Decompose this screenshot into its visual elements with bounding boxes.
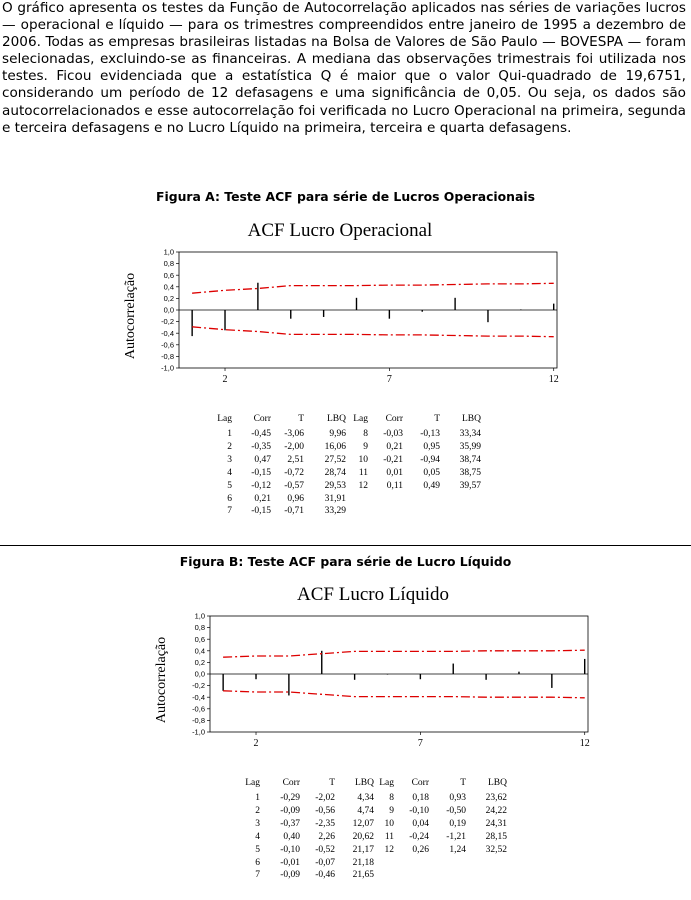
x-tick-label: 12 xyxy=(548,374,559,385)
x-tick-label: 2 xyxy=(222,374,228,385)
table-cell: 0,93 xyxy=(449,793,466,804)
table-cell: 6 xyxy=(255,857,260,868)
table-cell: 4 xyxy=(227,467,232,478)
y-tick-label: 1,0 xyxy=(163,247,174,257)
table-cell: -0,29 xyxy=(280,793,300,804)
table-cell: 7 xyxy=(255,870,260,881)
table-cell: 5 xyxy=(227,480,232,491)
upper-confidence-limit xyxy=(223,650,585,657)
table-cell: 0,49 xyxy=(423,480,440,491)
table-cell: 8 xyxy=(363,429,368,440)
table-cell: 6 xyxy=(227,493,232,504)
table-cell: 33,34 xyxy=(459,429,481,440)
table-cell: 3 xyxy=(255,819,260,830)
table-cell: -0,10 xyxy=(280,844,300,855)
table-header: T xyxy=(298,414,304,424)
x-tick-label: 7 xyxy=(417,738,423,749)
table-row xyxy=(212,441,346,454)
table-row xyxy=(370,843,507,856)
table-cell: 4 xyxy=(255,831,260,842)
table-cell: 39,57 xyxy=(459,480,481,491)
table-header: LBQ xyxy=(462,414,481,424)
table-row xyxy=(212,454,346,467)
table-cell: 0,05 xyxy=(423,467,440,478)
table-cell: 5 xyxy=(255,844,260,855)
table-cell: -2,35 xyxy=(315,819,335,830)
table-cell: 9,96 xyxy=(329,429,346,440)
y-tick-label: 0,6 xyxy=(194,634,205,644)
y-tick-label: -0,8 xyxy=(192,716,205,725)
table-cell: 12 xyxy=(384,844,394,855)
table-cell: -0,45 xyxy=(251,429,271,440)
table-cell: -0,52 xyxy=(315,844,335,855)
y-tick-label: -1,0 xyxy=(192,727,205,737)
table-header: Corr xyxy=(282,778,300,788)
y-tick-label: -0,4 xyxy=(161,328,174,338)
table-cell: -2,02 xyxy=(315,793,335,804)
table-cell: -0,12 xyxy=(251,480,271,491)
table-cell: 21,18 xyxy=(352,857,374,868)
lower-confidence-limit xyxy=(223,691,585,698)
table-cell: 20,62 xyxy=(352,831,374,842)
table-cell: 28,15 xyxy=(485,831,507,842)
table-cell: 4,34 xyxy=(357,793,374,804)
table-cell: 11 xyxy=(358,467,368,478)
table-cell: 1 xyxy=(255,793,260,804)
x-tick-label: 7 xyxy=(386,374,392,385)
y-tick-label: -0,2 xyxy=(161,317,174,327)
table-row xyxy=(240,792,374,805)
table-cell: -0,56 xyxy=(315,806,335,817)
table-cell: -0,09 xyxy=(280,870,300,881)
table-cell: 0,40 xyxy=(283,831,300,842)
table-cell: 1 xyxy=(227,429,232,440)
lbq-table-b-right-wrap xyxy=(370,778,507,856)
table-header: Lag xyxy=(245,778,260,788)
table-row xyxy=(212,467,346,480)
table-row xyxy=(370,805,507,818)
table-cell: -3,06 xyxy=(284,429,304,440)
y-tick-label: 0,8 xyxy=(194,623,205,633)
y-axis-label: Autocorrelação xyxy=(123,272,138,360)
table-cell: 21,17 xyxy=(352,844,374,855)
table-cell: -0,35 xyxy=(251,442,271,453)
table-cell: 10 xyxy=(384,819,394,830)
y-tick-label: 0,2 xyxy=(194,658,205,667)
table-row xyxy=(344,479,481,492)
table-cell: 38,75 xyxy=(459,467,481,478)
table-cell: 2 xyxy=(227,442,232,453)
lbq-table-b-right xyxy=(370,778,507,856)
y-tick-label: -0,6 xyxy=(161,340,174,350)
table-header: T xyxy=(434,414,440,424)
table-row xyxy=(212,492,346,505)
table-row xyxy=(240,805,374,818)
table-header: T xyxy=(460,778,466,788)
y-tick-label: 0,0 xyxy=(194,669,205,679)
table-cell: -0,57 xyxy=(284,480,304,491)
table-row xyxy=(212,479,346,492)
lbq-table-a-left xyxy=(212,414,346,518)
table-row xyxy=(344,467,481,480)
table-cell: -0,24 xyxy=(409,831,429,842)
table-header: Lag xyxy=(217,414,232,424)
table-row xyxy=(370,818,507,831)
table-row xyxy=(240,856,374,869)
table-cell: 21,65 xyxy=(352,870,374,881)
table-cell: 33,29 xyxy=(324,506,346,517)
table-cell: 2,26 xyxy=(318,831,335,842)
x-tick-label: 2 xyxy=(253,738,259,749)
table-cell: 7 xyxy=(227,506,232,517)
table-cell: 27,52 xyxy=(324,455,346,466)
table-cell: 28,74 xyxy=(324,467,346,478)
y-tick-label: 1,0 xyxy=(194,611,205,621)
chart-title: ACF Lucro Operacional xyxy=(247,220,433,241)
y-tick-label: 0,0 xyxy=(163,305,174,315)
table-cell: -0,72 xyxy=(284,467,304,478)
table-cell: -0,13 xyxy=(420,429,440,440)
table-cell: 0,21 xyxy=(386,442,403,453)
table-cell: 35,99 xyxy=(459,442,481,453)
table-row xyxy=(240,818,374,831)
table-cell: 12,07 xyxy=(352,819,374,830)
table-row xyxy=(344,428,481,441)
y-tick-label: -0,6 xyxy=(192,704,205,714)
table-cell: 0,01 xyxy=(386,467,403,478)
table-cell: 1,24 xyxy=(449,844,466,855)
table-header: LBQ xyxy=(488,778,507,788)
table-row xyxy=(212,505,346,518)
y-tick-label: 0,4 xyxy=(163,282,174,292)
figure-a-caption: Figura A: Teste ACF para série de Lucros Operacionais xyxy=(156,189,535,204)
table-cell: -0,07 xyxy=(315,857,335,868)
table-cell: 11 xyxy=(384,831,394,842)
y-tick-label: 0,2 xyxy=(163,294,174,303)
y-tick-label: -0,2 xyxy=(192,681,205,691)
table-row xyxy=(344,454,481,467)
table-row xyxy=(240,831,374,844)
table-cell: -0,71 xyxy=(284,506,304,517)
table-header: LBQ xyxy=(355,778,374,788)
table-cell: 12 xyxy=(358,480,368,491)
table-cell: 4,74 xyxy=(357,806,374,817)
table-cell: -0,15 xyxy=(251,506,271,517)
table-header: Corr xyxy=(385,414,403,424)
table-cell: -0,15 xyxy=(251,467,271,478)
table-cell: 3 xyxy=(227,455,232,466)
lbq-table-a-right xyxy=(344,414,481,492)
y-axis-label: Autocorrelação xyxy=(154,636,169,724)
table-header: Corr xyxy=(253,414,271,424)
table-cell: 24,31 xyxy=(485,819,507,830)
table-header: T xyxy=(329,778,335,788)
x-tick-label: 12 xyxy=(579,738,590,749)
y-tick-label: -0,4 xyxy=(192,692,205,702)
table-cell: 38,74 xyxy=(459,455,481,466)
table-cell: 8 xyxy=(389,793,394,804)
lbq-table-a-right-wrap xyxy=(344,414,481,492)
table-cell: 0,95 xyxy=(423,442,440,453)
table-header: LBQ xyxy=(327,414,346,424)
table-row xyxy=(370,831,507,844)
table-cell: 2 xyxy=(255,806,260,817)
y-tick-label: 0,8 xyxy=(163,259,174,269)
table-cell: 23,62 xyxy=(485,793,507,804)
y-tick-label: -1,0 xyxy=(161,363,174,373)
table-cell: 0,96 xyxy=(287,493,304,504)
table-cell: 9 xyxy=(363,442,368,453)
table-cell: -0,21 xyxy=(383,455,403,466)
intro-paragraph: O gráfico apresenta os testes da Função de Autocorrelação aplicados nas séries de variações lucros — operacional e líquido — para os trimestres compreendidos entre janeiro de 1995 a dezembro de 2006. Todas as empresas brasileiras listadas na Bolsa de Valores de São Paulo — BOVESPA — foram selecionadas, excluindo-se as financeiras. A mediana das observações trimestrais foi utilizada nos testes. Ficou evidenciada que a estatística Q é maior que o valor Qui-quadrado de 19,6751, considerando um período de 12 defasagens e uma significância de 0,05. Ou seja, os dados são autocorrelacionados e esse autocorrelação foi verificada no Lucro Operacional na primeira, segunda e terceira defasagens e no Lucro Líquido na primeira, terceira e quarta defasagens. xyxy=(2,0,686,136)
acf-chart-lucro-liquido xyxy=(141,576,601,761)
table-cell: 0,04 xyxy=(412,819,429,830)
table-cell: -2,00 xyxy=(284,442,304,453)
y-tick-label: 0,4 xyxy=(194,646,205,656)
table-cell: 0,11 xyxy=(386,480,403,491)
y-tick-label: -0,8 xyxy=(161,352,174,361)
lbq-table-b xyxy=(240,778,374,882)
table-cell: -0,46 xyxy=(315,870,335,881)
table-cell: 16,06 xyxy=(324,442,346,453)
table-cell: 10 xyxy=(358,455,368,466)
table-cell: -0,09 xyxy=(280,806,300,817)
lower-confidence-limit xyxy=(192,327,554,337)
table-cell: -0,01 xyxy=(280,857,300,868)
table-row xyxy=(212,428,346,441)
table-cell: 9 xyxy=(389,806,394,817)
table-cell: 31,91 xyxy=(324,493,346,504)
table-cell: -0,50 xyxy=(446,806,466,817)
lbq-table-a xyxy=(212,414,346,518)
table-cell: -0,94 xyxy=(420,455,440,466)
table-cell: 0,26 xyxy=(412,844,429,855)
table-row xyxy=(344,441,481,454)
table-cell: 24,22 xyxy=(485,806,507,817)
table-row xyxy=(370,792,507,805)
table-row xyxy=(240,843,374,856)
figure-b-caption: Figura B: Teste ACF para série de Lucro Líquido xyxy=(179,554,512,569)
table-cell: 32,52 xyxy=(485,844,507,855)
table-cell: -0,03 xyxy=(383,429,403,440)
upper-confidence-limit xyxy=(192,283,554,293)
table-cell: 0,19 xyxy=(449,819,466,830)
table-cell: -0,37 xyxy=(280,819,300,830)
table-cell: 29,53 xyxy=(324,480,346,491)
y-tick-label: 0,6 xyxy=(163,270,174,280)
table-cell: 2,51 xyxy=(287,455,304,466)
table-cell: 0,18 xyxy=(412,793,429,804)
table-header: Lag xyxy=(379,778,394,788)
table-row xyxy=(240,869,374,882)
table-cell: -0,10 xyxy=(409,806,429,817)
table-cell: -1,21 xyxy=(446,831,466,842)
section-divider xyxy=(0,545,691,546)
table-cell: 0,21 xyxy=(254,493,271,504)
chart-title: ACF Lucro Líquido xyxy=(297,584,449,605)
acf-chart-lucro-operacional xyxy=(110,212,570,397)
table-header: Lag xyxy=(353,414,368,424)
table-cell: 0,47 xyxy=(254,455,271,466)
lbq-table-b-left xyxy=(240,778,374,882)
table-header: Corr xyxy=(411,778,429,788)
